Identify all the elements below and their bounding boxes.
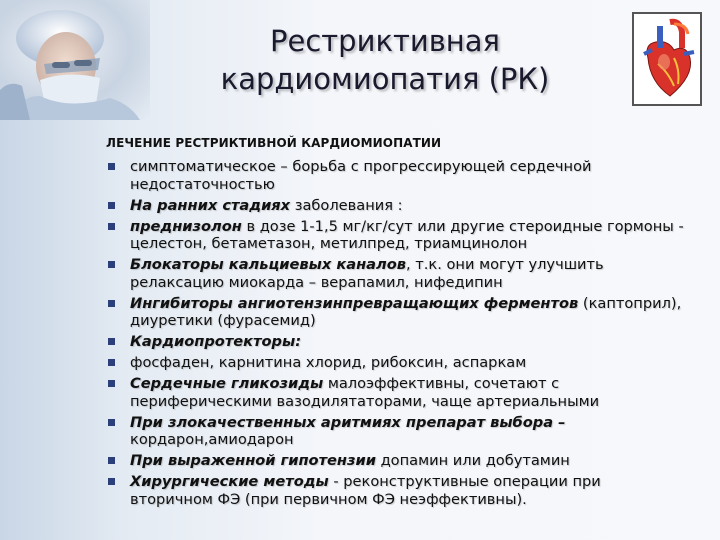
bullet-icon bbox=[108, 359, 115, 366]
item-text: , т.к. они могут улучшить релаксацию миокарда – верапамил, нифедипин bbox=[130, 256, 604, 291]
bullet-icon bbox=[108, 478, 115, 485]
item-emphasis: Хирургические методы bbox=[130, 473, 329, 490]
surgeon-photo bbox=[0, 0, 150, 120]
item-emphasis: преднизолон bbox=[130, 217, 242, 235]
item-emphasis: При злокачественных аритмиях препарат выбора – bbox=[130, 413, 566, 431]
bullet-icon bbox=[108, 163, 115, 170]
item-text: малоэффективны, сочетают с периферическими вазодилятаторами, чаще артериальными bbox=[130, 375, 600, 410]
title-line-2: кардиомиопатия (РК) bbox=[220, 62, 550, 96]
heart-anatomy-icon bbox=[632, 12, 702, 106]
item-emphasis: Кардиопротекторы: bbox=[130, 333, 302, 350]
item-emphasis: Сердечные гликозиды bbox=[130, 375, 324, 392]
item-emphasis: При выраженной гипотензии bbox=[130, 452, 376, 469]
list-item bbox=[106, 158, 686, 193]
item-text: симптоматическое – борьба с прогрессирующей сердечной недостаточностью bbox=[130, 158, 592, 193]
item-text: в дозе 1-1,5 мг/кг/сут или другие стероидные гормоны - целестон, бетаметазон, метилпред, триамцинолон bbox=[130, 217, 684, 252]
treatment-list bbox=[106, 158, 686, 508]
list-item bbox=[106, 473, 686, 508]
item-text: заболевания : bbox=[290, 196, 403, 214]
bullet-icon bbox=[108, 261, 115, 268]
item-text: допамин или добутамин bbox=[375, 452, 570, 469]
item-emphasis: Блокаторы кальциевых каналов bbox=[130, 256, 406, 273]
bullet-icon bbox=[108, 300, 115, 307]
item-emphasis: На ранних стадиях bbox=[130, 196, 291, 214]
slide-title bbox=[150, 22, 620, 98]
item-emphasis: Ингибиторы ангиотензинпревращающих ферментов bbox=[130, 294, 579, 312]
bullet-icon bbox=[108, 380, 115, 387]
bullet-icon bbox=[108, 338, 115, 345]
item-text: фосфаден, карнитина хлорид, рибоксин, аспаркам bbox=[130, 354, 527, 371]
list-item bbox=[106, 295, 686, 330]
section-heading: ЛЕЧЕНИЕ РЕСТРИКТИВНОЙ КАРДИОМИОПАТИИ bbox=[106, 136, 442, 150]
list-item bbox=[106, 354, 686, 372]
list-item bbox=[106, 452, 686, 470]
slide-content bbox=[106, 136, 686, 512]
item-text: кордарон,амиодарон bbox=[130, 431, 294, 448]
item-text: - реконструктивные операции при вторичном ФЭ (при первичном ФЭ неэффективны). bbox=[130, 473, 601, 508]
list-item bbox=[106, 375, 686, 410]
list-item bbox=[106, 197, 686, 215]
bullet-icon bbox=[108, 202, 115, 209]
bullet-icon bbox=[108, 223, 115, 230]
bullet-icon bbox=[108, 457, 115, 464]
list-item bbox=[106, 333, 686, 351]
list-item bbox=[106, 256, 686, 291]
bullet-icon bbox=[108, 419, 115, 426]
list-item bbox=[106, 414, 686, 449]
item-text: (каптоприл), диуретики (фурасемид) bbox=[130, 294, 682, 329]
title-line-1: Рестриктивная bbox=[270, 24, 500, 58]
list-item bbox=[106, 218, 686, 253]
